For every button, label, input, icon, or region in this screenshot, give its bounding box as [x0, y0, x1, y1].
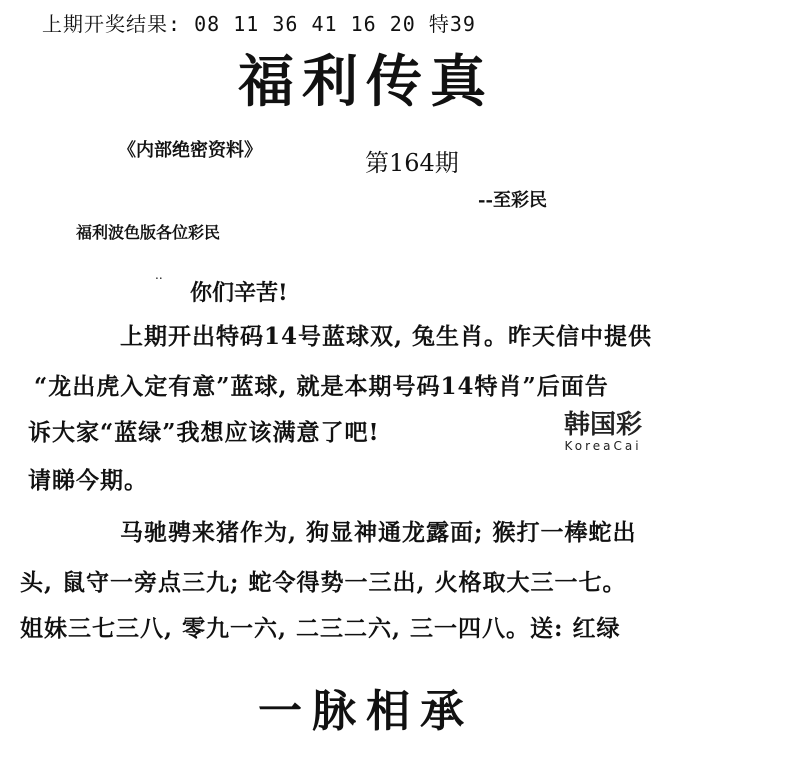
page-title: 福利传真	[238, 49, 494, 115]
addressee-line: 福利波色版各位彩民	[76, 223, 221, 242]
paragraph-line: 姐妹三七三八, 零九一六, 二三二六, 三一四八。送: 红绿	[20, 615, 621, 642]
paragraph-line: 上期开出特码14号蓝球双, 兔生肖。昨天信中提供	[120, 323, 653, 350]
dots-mark: ..	[155, 268, 163, 282]
paragraph-line: “龙出虎入定有意”蓝球, 就是本期号码14特肖”后面告	[34, 373, 609, 400]
paragraph-line: 头, 鼠守一旁点三九; 蛇令得势一三出, 火格取大三一七。	[20, 569, 627, 596]
watermark-en-text: KoreaCai	[564, 439, 642, 453]
paragraph-line: 请睇今期。	[28, 467, 148, 494]
bottom-title: 一脉相承	[258, 686, 474, 737]
watermark-logo	[564, 404, 642, 453]
paragraph-line: 诉大家“蓝绿”我想应该满意了吧!	[28, 419, 380, 446]
issue-number: 第164期	[365, 149, 459, 177]
sender-line: --至彩民	[478, 190, 547, 211]
last-result-text: 上期开奖结果: 08 11 36 41 16 20 特39	[42, 12, 476, 36]
paragraph-line: 马驰骋来猪作为, 狗显神通龙露面; 猴打一棒蛇出	[120, 519, 637, 546]
internal-label: 《内部绝密资料》	[118, 140, 262, 161]
watermark-cn-text: 韩国彩	[564, 410, 643, 440]
greeting-line: 你们辛苦!	[190, 280, 288, 306]
